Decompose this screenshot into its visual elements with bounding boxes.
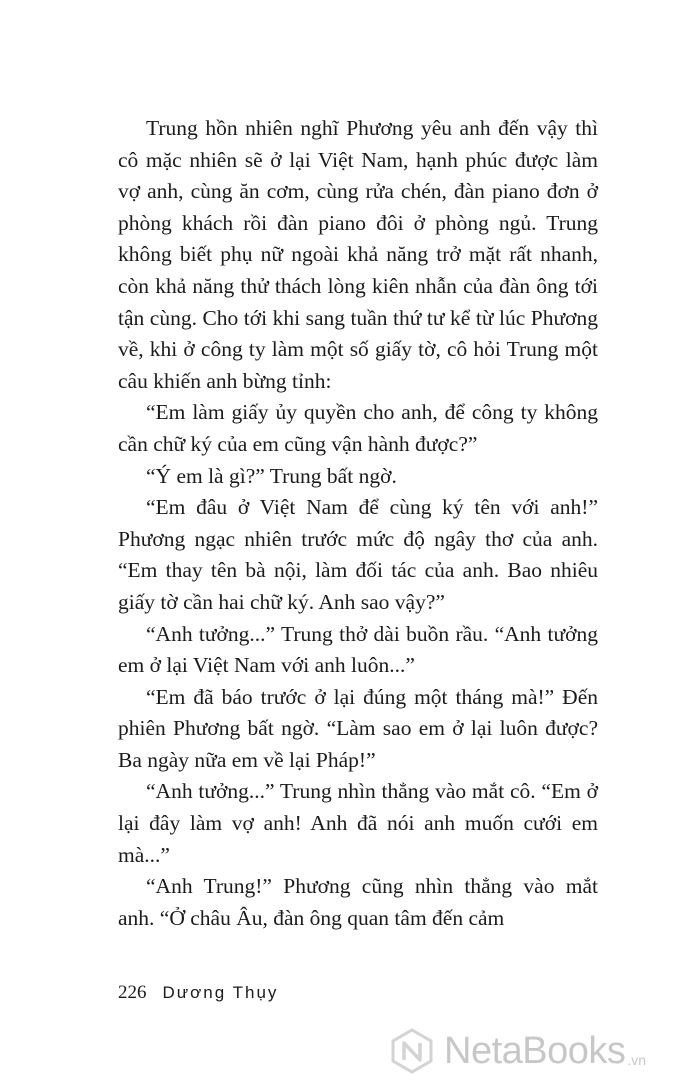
- paragraph: “Anh Trung!” Phương cũng nhìn thẳng vào mắt anh. “Ở châu Âu, đàn ông quan tâm đến cảm: [118, 874, 598, 930]
- watermark-brand: NetaBooks: [444, 1029, 626, 1072]
- paragraph: “Anh tưởng...” Trung thở dài buồn rầu. “Anh tưởng em ở lại Việt Nam với anh luôn...”: [118, 621, 598, 678]
- paragraph: “Em đâu ở Việt Nam để cùng ký tên với anh!” Phương ngạc nhiên trước mức độ ngây thơ của anh. “Em thay tên bà nội, làm đối tác của anh. Bao nhiêu giấy tờ cần hai chữ ký. Anh sao vậy?”: [118, 495, 598, 614]
- paragraph: “Em làm giấy ủy quyền cho anh, để công ty không cần chữ ký của em cũng vận hành được?”: [118, 400, 598, 456]
- paragraph: “Anh tưởng...” Trung nhìn thẳng vào mắt cô. “Em ở lại đây làm vợ anh! Anh đã nói anh muốn cưới em mà...”: [118, 779, 598, 867]
- paragraph: “Em đã báo trước ở lại đúng một tháng mà!” Đến phiên Phương bất ngờ. “Làm sao em ở lại luôn được? Ba ngày nữa em về lại Pháp!”: [118, 684, 598, 772]
- page-body: [118, 113, 598, 934]
- paragraph: “Ý em là gì?” Trung bất ngờ.: [146, 463, 397, 488]
- page-footer: [118, 982, 278, 1004]
- netabooks-logo-icon: [388, 1027, 436, 1075]
- author-name: Dương Thụy: [162, 983, 279, 1002]
- page-number: 226: [118, 982, 147, 1003]
- watermark: [388, 1024, 688, 1078]
- watermark-suffix: .vn: [627, 1052, 647, 1068]
- paragraph: Trung hồn nhiên nghĩ Phương yêu anh đến vậy thì cô mặc nhiên sẽ ở lại Việt Nam, hạnh phúc được làm vợ anh, cùng ăn cơm, cùng rửa chén, đàn piano đơn ở phòng khách rồi đàn piano đôi ở phòng ngủ. Trung không biết phụ nữ ngoài khả năng trở mặt rất nhanh, còn khả năng thử thách lòng kiên nhẫn của đàn ông tới tận cùng. Cho tới khi sang tuần thứ tư kể từ lúc Phương về, khi ở công ty làm một số giấy tờ, cô hỏi Trung một câu khiến anh bừng tỉnh:: [118, 116, 598, 393]
